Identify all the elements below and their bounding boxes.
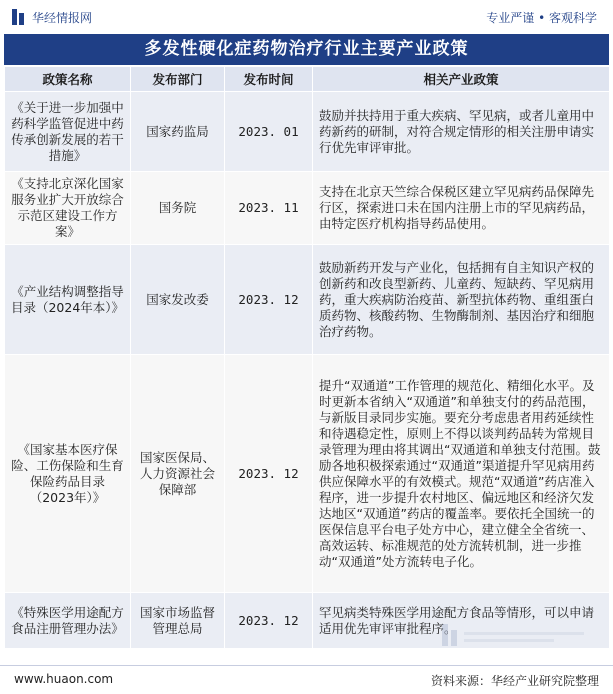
footer xyxy=(0,665,613,694)
brand-name: 华经情报网 xyxy=(32,10,93,25)
brand-logo[interactable] xyxy=(12,8,92,26)
policy-dept: 国家发改委 xyxy=(131,245,225,355)
table-row xyxy=(5,172,610,245)
logo-icon xyxy=(12,9,26,25)
policy-desc: 支持在北京天竺综合保税区建立罕见病药品保障先行区，探索进口未在国内注册上市的罕见病药品，由特定医疗机构指导药品使用。 xyxy=(313,172,610,245)
footer-source: 资料来源：华经产业研究院整理 xyxy=(430,674,599,688)
policy-date: 2023. 12 xyxy=(225,593,313,649)
col-header-name: 政策名称 xyxy=(5,67,131,92)
table-row xyxy=(5,593,610,649)
footer-url[interactable]: www.huaon.com xyxy=(14,672,114,686)
policy-name: 《支持北京深化国家服务业扩大开放综合示范区建设工作方案》 xyxy=(5,172,131,245)
policy-desc: 提升“双通道”工作管理的规范化、精细化水平。及时更新本省纳入“双通道”和单独支付的药品范围，与新版目录同步实施。要充分考虑患者用药延续性和待遇稳定性，原则上不得以谈判药品转为常规目录管理为理由将其调出“双通道和单独支付范围。鼓励各地积极探索通过“双通道”渠道提升罕见病用药供应保障水平的有效模式。规范“双通道”药店准入程序，进一步提升农村地区、偏远地区和经济欠发达地区“双通道”药店的覆盖率。要依托全国统一的医保信息平台电子处方中心，建立健全全省统一、高效运转、标准规范的处方流转机制，进一步推动“双通道”处方流转电子化。 xyxy=(313,355,610,593)
policy-dept: 国家药监局 xyxy=(131,92,225,172)
policy-name: 《特殊医学用途配方食品注册管理办法》 xyxy=(5,593,131,649)
policy-dept: 国家市场监督管理总局 xyxy=(131,593,225,649)
table-row xyxy=(5,355,610,593)
table-header-row xyxy=(5,67,610,92)
page-title: 多发性硬化症药物治疗行业主要产业政策 xyxy=(4,34,609,65)
policy-date: 2023. 12 xyxy=(225,355,313,593)
policy-name: 《关于进一步加强中药科学监管促进中药传承创新发展的若干措施》 xyxy=(5,92,131,172)
policy-table xyxy=(4,66,610,649)
policy-date: 2023. 11 xyxy=(225,172,313,245)
top-bar xyxy=(0,0,613,34)
policy-date: 2023. 12 xyxy=(225,245,313,355)
col-header-desc: 相关产业政策 xyxy=(313,67,610,92)
policy-name: 《产业结构调整指导目录（2024年本）》 xyxy=(5,245,131,355)
slogan: 专业严谨 • 客观科学 xyxy=(486,11,597,25)
policy-desc: 鼓励新药开发与产业化，包括拥有自主知识产权的创新药和改良型新药、儿童药、短缺药、罕见病用药，重大疾病防治疫苗、新型抗体药物、重组蛋白质药物、核酸药物、生物酶制剂、基因治疗和细胞治疗药物。 xyxy=(313,245,610,355)
col-header-dept: 发布部门 xyxy=(131,67,225,92)
policy-dept: 国家医保局、人力资源社会保障部 xyxy=(131,355,225,593)
policy-desc: 鼓励并扶持用于重大疾病、罕见病，或者儿童用中药新药的研制，对符合规定情形的相关注册申请实行优先审评审批。 xyxy=(313,92,610,172)
policy-date: 2023. 01 xyxy=(225,92,313,172)
col-header-date: 发布时间 xyxy=(225,67,313,92)
policy-name: 《国家基本医疗保险、工伤保险和生育保险药品目录（2023年）》 xyxy=(5,355,131,593)
policy-desc: 罕见病类特殊医学用途配方食品等情形，可以申请适用优先审评审批程序。 xyxy=(313,593,610,649)
table-row xyxy=(5,245,610,355)
policy-dept: 国务院 xyxy=(131,172,225,245)
table-row xyxy=(5,92,610,172)
